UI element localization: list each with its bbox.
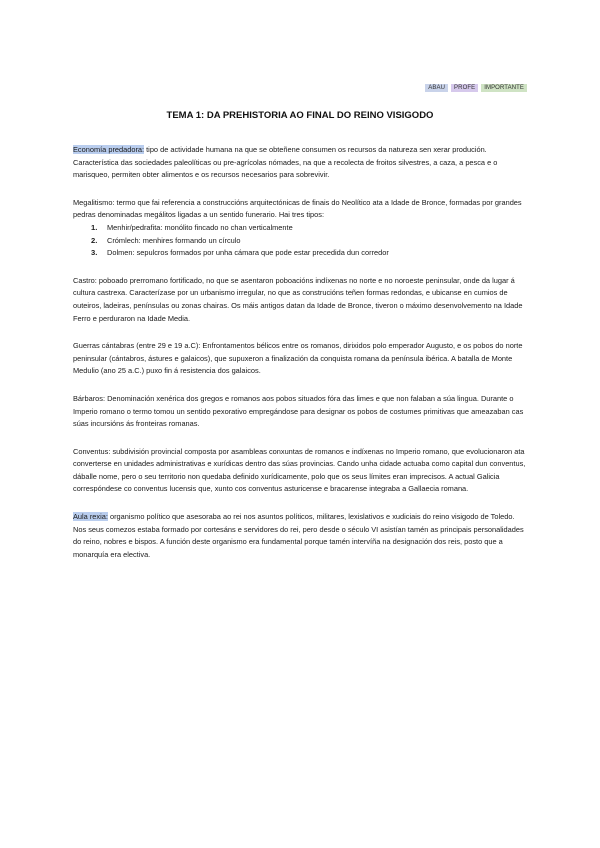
list-item-text: Dolmen: sepulcros formados por unha cámara que pode estar precedida dun corredor (107, 248, 389, 258)
highlighted-term: Economía predadora: (73, 145, 145, 154)
tag-profe: PROFE (451, 84, 478, 92)
document-body (73, 144, 528, 576)
paragraph-text (73, 511, 528, 561)
paragraph-aula-rexia (73, 511, 528, 561)
paragraph-economia (73, 144, 528, 182)
tag-importante: IMPORTANTE (481, 84, 527, 92)
definition-text: Bárbaros: Denominación xenérica dos gregos e romanos aos pobos situados fóra das limes e que non falaban a súa lingua. Durante o Imperio romano o termo tomou un sentido pexorativo empregándose para designar os pobos de costumes primitivas que ameazaban cas súas incursións ás fronteiras romanas. (73, 393, 524, 429)
list-number: 3. (91, 248, 98, 258)
definition-text: organismo político que asesoraba ao rei nos asuntos políticos, militares, lexislativos e xudiciais do reino visigodo de Toledo. Nos seus comezos estaba formado por cortesáns e servidores do rei, pero desde o século VI asistían tamén as principais personalidades do reino, nobres e bispos. A función deste organismo era fundamental porque tamén intervíña na designación dos reis, posto que a monarquía era electiva. (73, 512, 524, 559)
list-item (91, 247, 528, 260)
list-number: 1. (91, 222, 98, 232)
paragraph-barbaros (73, 393, 528, 431)
list-number: 2. (91, 235, 98, 245)
list-item-text: Crómlech: menhires formando un círculo (107, 235, 241, 245)
paragraph-castro (73, 275, 528, 325)
paragraph-text (73, 144, 528, 182)
paragraph-guerras-cantabras (73, 340, 528, 378)
definition-text: Conventus: subdivisión provincial composta por asambleas conxuntas de romanos e indíxenas no Imperio romano, que evolucionaron ata converterse en unidades administrativas e xurídicas dentro das súas provincias. Cando unha cidade actuaba como capital dun conventus, dáballe nome, pero o seu territorio non quedaba definido xurídicamente, polo que os seus límites eran imprecisos. A actual Galicia correspóndese co conventus lucensis que, xunto cos conventus asturicense e bracarense integraba a Gallaecia romana. (73, 446, 526, 494)
tag-list (425, 84, 527, 92)
definition-text: tipo de actividade humana na que se obteñene consumen os recursos da natureza sen xerar produción. Característica das sociedades paleolíticas ou pre-agrícolas nómades, na que a recolecta de froitos silvestres, a caza, a pesca e o marisqueo, permiten obter alimentos e os recursos necesarios para sobrevivir. (73, 145, 498, 180)
definition-text: Castro: poboado prerromano fortificado, no que se asentaron poboacións indíxenas no norte e no noroeste peninsular, onde da lugar á cultura castrexa. Caracterízase por un urbanismo irregular, no que as construcións teñen formas redondas, e ubicanse en cumios de outeiros, ladeiras, penínsulas ou zonas chairas. Os máis antigos datan da Idade de Bronce, tiveron o máximo desenvolvemento na Idade Ferro e perduraron na Idade Media. (73, 275, 523, 323)
tag-abau: ABAU (425, 84, 448, 92)
highlighted-term: Aula rexia: (73, 512, 108, 522)
definition-text: Megalitismo: termo que fai referencia a construccións arquitectónicas de finais do Neolítico ata a Idade de Bronce, formadas por grandes pedras denominadas megálitos ligadas a un sentido funerario. Hai tres tipos: (73, 197, 522, 220)
paragraph-conventus (73, 446, 528, 496)
page-title: TEMA 1: DA PREHISTORIA AO FINAL DO REINO VISIGODO (166, 110, 434, 121)
paragraph-megalitismo (73, 197, 528, 260)
list-item (91, 235, 528, 248)
list-item-text: Menhir/pedrafita: monólito fincado no chan verticalmente (107, 222, 293, 232)
definition-text: Guerras cántabras (entre 29 e 19 a.C): Enfrontamentos bélicos entre os romanos, dirixidos polo emperador Augusto, e os pobos do norte peninsular (cántabros, ástures e galaicos), que supuxeron a finalización da conquista romana da península ibérica. A batalla de Monte Medulio (ano 25 a.C.) puxo fin á resistencia dos galaicos. (73, 341, 523, 376)
list-item (91, 222, 528, 235)
megalith-types-list (73, 222, 528, 260)
